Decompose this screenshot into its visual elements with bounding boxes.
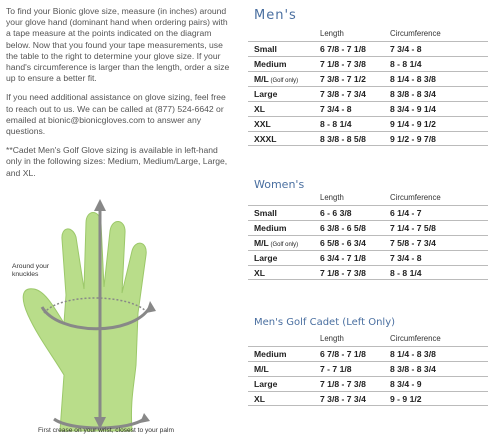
- size-cell: [254, 379, 277, 389]
- size-cell: [254, 208, 277, 218]
- length-cell: 6 3/8 - 6 5/8: [320, 223, 366, 233]
- womens-length-header: Length: [320, 193, 344, 202]
- circumference-cell: 8 1/4 - 8 3/8: [390, 74, 436, 84]
- table-row: [248, 376, 488, 391]
- cadet-size-table: [248, 346, 488, 406]
- mens-circumference-header: Circumference: [390, 29, 441, 38]
- size-label: XXL: [254, 119, 271, 129]
- hand-shape: [23, 213, 146, 432]
- size-label: Medium: [254, 349, 287, 359]
- around-knuckles-label: Around your knuckles: [12, 263, 50, 278]
- length-cell: 7 3/8 - 7 3/4: [320, 89, 366, 99]
- circumference-cell: 6 1/4 - 7: [390, 208, 422, 218]
- circumference-cell: 8 1/4 - 8 3/8: [390, 349, 436, 359]
- length-cell: 6 7/8 - 7 1/8: [320, 44, 366, 54]
- instructions-paragraph-2: If you need additional assistance on glove sizing, feel free to reach out to us. We can be called at (877) 524-6642 or emailed at bionic@bionicgloves.com to answer any questions.: [6, 92, 226, 137]
- wrist-crease-label: First crease on your wrist, closest to your palm: [38, 427, 174, 434]
- circumference-cell: 7 1/4 - 7 5/8: [390, 223, 436, 233]
- instructions-panel: [6, 6, 234, 187]
- cadet-section-title: Men's Golf Cadet (Left Only): [254, 317, 396, 328]
- circumference-cell: 8 3/8 - 8 3/4: [390, 364, 436, 374]
- table-row: [248, 116, 488, 131]
- table-row: [248, 101, 488, 116]
- womens-size-table: [248, 205, 488, 280]
- length-cell: 7 1/8 - 7 3/8: [320, 59, 366, 69]
- size-label: XL: [254, 394, 265, 404]
- length-cell: 6 5/8 - 6 3/4: [320, 238, 366, 248]
- length-cell: 6 3/4 - 7 1/8: [320, 253, 366, 263]
- size-cell: [254, 44, 277, 54]
- length-cell: 8 - 8 1/4: [320, 119, 352, 129]
- table-row: [248, 205, 488, 220]
- table-row: [248, 71, 488, 86]
- hand-illustration: [0, 195, 240, 443]
- circumference-cell: 9 - 9 1/2: [390, 394, 422, 404]
- table-row: [248, 361, 488, 376]
- size-cell: [254, 89, 277, 99]
- circumference-cell: 8 - 8 1/4: [390, 268, 422, 278]
- instructions-paragraph-3: **Cadet Men's Golf Glove sizing is available in left-hand only in the following sizes: Medium, Medium/Large, Large, and XL.: [6, 145, 228, 178]
- table-row: [248, 346, 488, 361]
- cadet-length-header: Length: [320, 334, 344, 343]
- table-row: [248, 131, 488, 146]
- table-row: [248, 265, 488, 280]
- circumference-cell: 7 3/4 - 8: [390, 253, 422, 263]
- size-cell: [254, 119, 271, 129]
- circumference-cell: 9 1/4 - 9 1/2: [390, 119, 436, 129]
- size-label: XL: [254, 104, 265, 114]
- circumference-cell: 7 5/8 - 7 3/4: [390, 238, 436, 248]
- table-row: [248, 56, 488, 71]
- womens-section-title: Women's: [254, 178, 305, 191]
- mens-length-header: Length: [320, 29, 344, 38]
- length-cell: 7 3/8 - 7 3/4: [320, 394, 366, 404]
- length-cell: 7 3/4 - 8: [320, 104, 352, 114]
- table-row: [248, 235, 488, 250]
- circumference-cell: 8 3/4 - 9 1/4: [390, 104, 436, 114]
- size-cell: [254, 349, 286, 359]
- size-label: Large: [254, 89, 278, 99]
- size-label: Small: [254, 44, 277, 54]
- size-cell: [254, 223, 286, 233]
- cadet-circumference-header: Circumference: [390, 334, 441, 343]
- table-row: [248, 41, 488, 56]
- size-cell: [254, 134, 276, 144]
- length-cell: 7 3/8 - 7 1/2: [320, 74, 366, 84]
- size-cell: [254, 253, 277, 263]
- size-cell: [254, 364, 269, 374]
- size-label: Medium: [254, 59, 287, 69]
- mens-size-table: [248, 41, 488, 146]
- mens-section-title: Men's: [254, 8, 297, 23]
- circumference-cell: 8 3/8 - 8 3/4: [390, 89, 436, 99]
- size-label: Large: [254, 253, 278, 263]
- size-cell: [254, 238, 298, 248]
- length-cell: 7 1/8 - 7 3/8: [320, 379, 366, 389]
- size-cell: [254, 104, 265, 114]
- table-row: [248, 250, 488, 265]
- size-cell: [254, 59, 286, 69]
- hand-diagram: [0, 195, 240, 443]
- circumference-cell: 8 3/4 - 9: [390, 379, 422, 389]
- size-cell: [254, 74, 298, 84]
- size-label: M/L: [254, 238, 269, 248]
- length-cell: 6 7/8 - 7 1/8: [320, 349, 366, 359]
- circumference-cell: 7 3/4 - 8: [390, 44, 422, 54]
- size-cell: [254, 394, 265, 404]
- size-label: Small: [254, 208, 277, 218]
- size-cell: [254, 268, 265, 278]
- table-row: [248, 86, 488, 101]
- size-label: Large: [254, 379, 278, 389]
- length-cell: 8 3/8 - 8 5/8: [320, 134, 366, 144]
- size-label: M/L: [254, 364, 269, 374]
- length-cell: 6 - 6 3/8: [320, 208, 352, 218]
- size-label: XXXL: [254, 134, 277, 144]
- size-label: XL: [254, 268, 265, 278]
- circumference-cell: 8 - 8 1/4: [390, 59, 422, 69]
- instructions-paragraph-1: To find your Bionic glove size, measure (in inches) around your glove hand (dominant hand when ordering pairs) with a tape measure at the points indicated on the diagram below. Now that you found your tape measurements, use the table to the right to determine your glove size. If your hand's circumference is larger than the length, order a size up to ensure a better fit.: [6, 6, 230, 84]
- size-note: (Golf only): [268, 78, 299, 84]
- length-cell: 7 - 7 1/8: [320, 364, 352, 374]
- table-row: [248, 391, 488, 406]
- table-row: [248, 220, 488, 235]
- size-label: Medium: [254, 223, 287, 233]
- length-cell: 7 1/8 - 7 3/8: [320, 268, 366, 278]
- size-label: M/L: [254, 74, 269, 84]
- womens-circumference-header: Circumference: [390, 193, 441, 202]
- circumference-cell: 9 1/2 - 9 7/8: [390, 134, 436, 144]
- size-note: (Golf only): [268, 242, 299, 248]
